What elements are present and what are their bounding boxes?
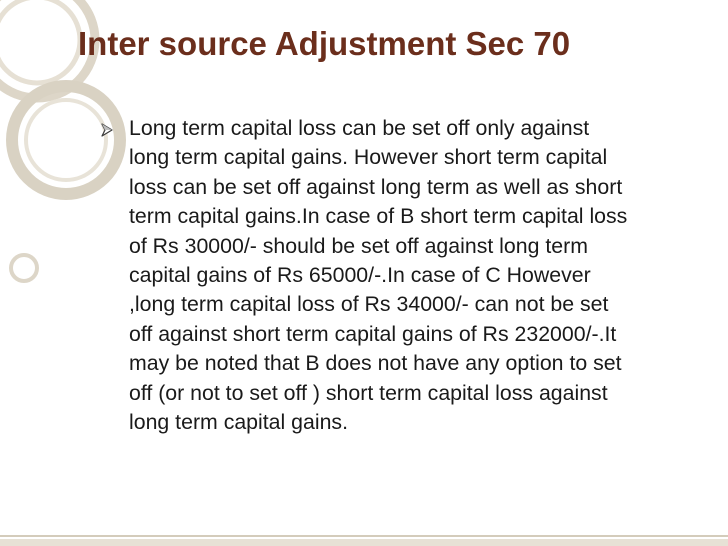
arrow-bullet-icon [100, 123, 114, 137]
bullet-text-line: of Rs 30000/- should be set off against long term [129, 233, 588, 258]
slide-title: Inter source Adjustment Sec 70 [78, 25, 571, 62]
bullet-text-line: may be noted that B does not have any option to set [129, 351, 622, 376]
bullet-text-line: ,long term capital loss of Rs 34000/- can not be set [129, 292, 609, 317]
bullet-text-line: long term capital gains. However short term capital [129, 145, 608, 170]
bullet-text-line: Long term capital loss can be set off only against [129, 116, 590, 140]
bullet-text-line: capital gains of Rs 65000/-.In case of C However [129, 263, 591, 288]
bullet-text-line: off against short term capital gains of Rs 232000/-.It [129, 321, 617, 346]
slide-body [100, 114, 700, 437]
bullet-item [100, 114, 700, 437]
bullet-text-line: loss can be set off against long term as well as short [129, 174, 623, 199]
bullet-text-line: long term capital gains. [129, 410, 349, 435]
bullet-text [129, 114, 700, 437]
bullet-text-line: off (or not to set off ) short term capital loss against [129, 380, 608, 405]
bullet-text-line: term capital gains.In case of B short term capital loss [129, 204, 628, 229]
bottom-decorative-band [0, 535, 728, 546]
